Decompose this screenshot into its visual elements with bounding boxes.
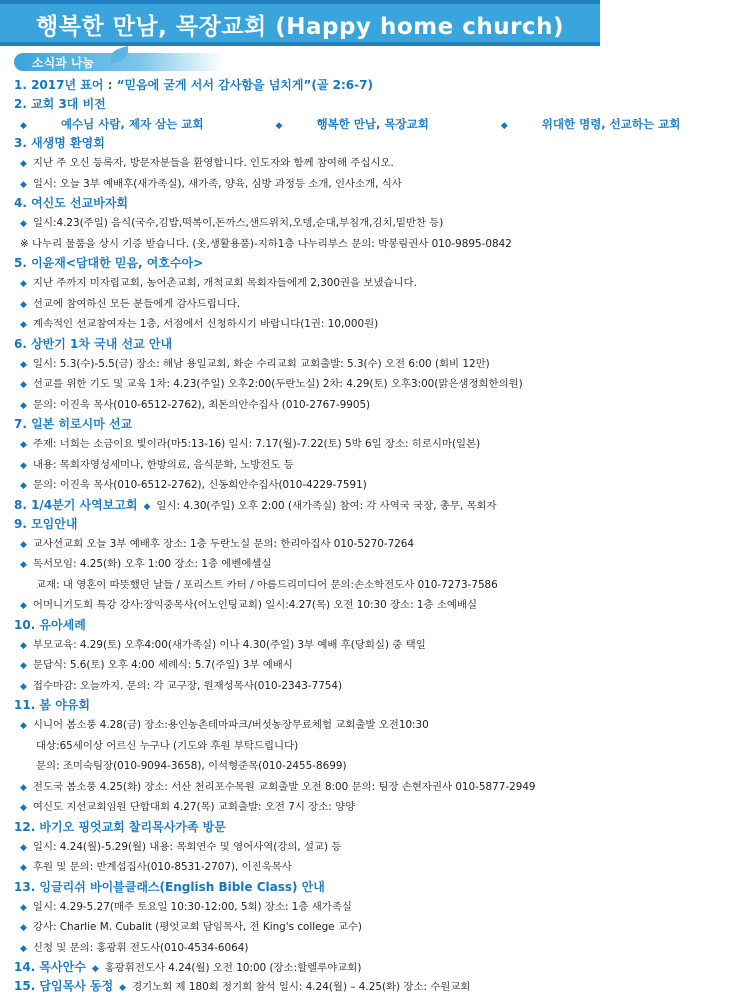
item-text: 시니어 봄소풍 4.28(금) 장소:용인농촌테마파크/버섯농장무료체험 교회출발 오전10:30 [32,719,429,731]
diamond-icon: ◆ [20,803,27,813]
list-item [14,395,600,416]
item-text: 문의: 조미숙팀장(010-9094-3658), 이석형준목(010-2455-8699) [36,760,347,772]
item-15 [14,977,600,996]
list-item [14,777,600,798]
diamond-icon: ◆ [20,440,27,450]
diamond-icon: ◆ [20,400,27,411]
diamond-icon: ◆ [20,842,27,853]
item-title: 6. 상반기 1차 국내 선교 안내 [14,336,173,351]
item-9 [14,515,600,616]
item-2 [14,95,681,134]
list-item [14,213,600,234]
item-1 [14,76,600,95]
list-item [14,938,600,959]
item-title: 2. 교회 3대 비전 [14,97,106,111]
diamond-icon: ◆ [20,121,27,131]
vision-2: 행복한 만남, 목장교회 [316,117,429,131]
item-text: 일시: 4.29-5.27(매주 토요일 10:30-12:00, 5회) 장소: 1층 새가족실 [32,900,352,913]
list-item [14,655,600,676]
item-title: 4. 여신도 선교바자회 [14,196,129,210]
item-text: 문의: 이진욱 목사(010-6512-2762), 최돈의안수집사 (010-2767-9905) [32,398,371,411]
banner-bottom-band [0,42,600,46]
diamond-icon: ◆ [20,159,27,169]
item-title: 12. 바기오 핑엇교회 찰리목사가족 방문 [14,819,226,834]
note-line [14,234,600,255]
item-text: 주제: 너희는 소금이요 빛이라(마5:13-16) 일시: 7.17(월)-7.22(토) 5박 6일 장소: 히로시마(일본) [32,438,481,450]
item-text: 접수마감: 오늘까지. 문의: 각 교구장, 원재성목사(010-2343-7754) [32,679,343,692]
list-item [14,554,600,575]
item-title-row [14,958,600,977]
diamond-icon: ◆ [91,964,99,974]
list-item [14,314,600,335]
item-text: 강사: Charlie M. Cubalit (평엇교회 담임목사, 전 King's college 교수) [32,921,362,933]
list-item [14,294,600,315]
header-banner [0,0,600,46]
item-text: 지난 주 오신 등록자, 방문자분들을 환영합니다. 인도자와 함께 참여해 주십시오. [32,157,394,169]
item-title: 14. 목사안수 [14,960,86,974]
list-item [14,475,600,496]
item-text: 교사선교회 오늘 3부 예배후 장소: 1층 두란노실 문의: 한리아집사 010-5270-7264 [32,537,415,550]
item-title: 9. 모임안내 [14,516,78,531]
diamond-icon: ◆ [20,902,27,913]
diamond-icon: ◆ [20,460,27,471]
list-item [14,676,600,697]
banner-top-band [0,0,600,4]
diamond-icon: ◆ [20,943,27,954]
diamond-icon: ◆ [20,681,27,692]
item-text: 선교를 위한 기도 및 교육 1차: 4.23(주일) 오후2:00(두란노실) 2차: 4.29(토) 오후3:00(맑은샘정희한의원) [32,378,523,390]
item-13 [14,878,600,959]
item-text: 지난 주까지 미자립교회, 농어촌교회, 개척교회 목회자들에게 2,300권을 보냈습니다. [32,277,417,289]
list-item [14,837,600,858]
item-text: 어머니기도회 특강 강사:장익중목사(어노인팅교회) 일시:4.27(목) 오전 10:30 장소: 1층 소예배실 [32,599,477,611]
list-item [14,534,600,555]
item-title: 11. 봄 야유회 [14,698,90,712]
diamond-icon: ◆ [20,219,27,229]
item-3 [14,134,600,194]
item-text: 문의: 이진욱 목사(010-6512-2762), 신동희안수집사(010-4229-7591) [32,479,367,491]
diamond-icon: ◆ [20,380,27,390]
item-text: 전도국 봄소풍 4.25(화) 장소: 서산 천리포수목원 교회출발 오전 8:00 문의: 팀장 손현자권사 010-5877-2949 [32,780,536,793]
list-item [14,434,600,455]
item-7 [14,415,600,496]
item-text: 문답식: 5.6(토) 오후 4:00 세례식: 5.7(주일) 3부 예배시 [32,659,293,671]
item-title: 8. 1/4분기 사역보고회 [14,497,138,512]
diamond-icon: ◆ [20,560,27,570]
item-text: 내용: 목회자영성세미나, 한방의료, 음식문화, 노방전도 등 [32,458,294,471]
item-text: 일시: 오늘 3부 예배후(새가족실), 새가족, 양육, 심방 과정등 소개, 인사소개, 식사 [32,177,402,190]
item-title: 5. 이윤재<담대한 믿음, 여호수아> [14,256,204,270]
item-title-row [14,496,600,515]
diamond-icon: ◆ [20,279,27,289]
item-text: 교재: 내 영혼이 따뜻했던 날들 / 포리스트 카터 / 아름드리미디어 문의:손소학전도사 010-7273-7586 [36,578,498,591]
list-item [14,273,600,294]
item-text: 일시: 4.24(월)-5.29(월) 내용: 목회연수 및 영어사역(강의, 설교) 등 [32,840,342,853]
item-text: 홍광휘전도사 4.24(월) 오전 10:00 (장소:할렐루야교회) [104,962,362,974]
sub-line [14,756,600,777]
item-text: 계속적인 선교참여자는 1층, 서점에서 신청하시기 바랍니다(1권: 10,000원) [32,318,379,330]
list-item [14,174,600,195]
diamond-icon: ◆ [20,601,27,611]
list-item [14,354,600,375]
item-title: 15. 담임목사 동정 [14,979,114,993]
list-item [14,715,600,736]
item-5 [14,254,600,335]
list-item [14,153,600,174]
sub-line [14,575,600,596]
item-8 [14,496,600,515]
list-item [14,797,600,818]
list-item [14,455,600,476]
diamond-icon: ◆ [500,121,508,131]
diamond-icon: ◆ [20,661,27,671]
news-list [0,76,681,996]
vision-1: 예수님 사람, 제자 삼는 교회 [60,117,204,131]
diamond-icon: ◆ [143,501,151,512]
diamond-icon: ◆ [20,299,27,310]
section-tag-label: 소식과 나눔 [32,56,95,70]
vision-row [14,114,681,134]
list-item [14,374,600,395]
item-text: 대상:65세이상 어르신 누구나 (기도와 후원 부탁드립니다) [36,739,299,752]
diamond-icon: ◆ [275,121,283,131]
diamond-icon: ◆ [20,640,27,651]
item-14 [14,958,600,977]
diamond-icon: ◆ [20,782,27,793]
diamond-icon: ◆ [20,359,27,370]
diamond-icon: ◆ [119,983,127,993]
diamond-icon: ◆ [20,539,27,550]
item-text: 신청 및 문의: 홍광휘 전도사(010-4534-6064) [32,941,249,954]
list-item [14,917,600,938]
item-text: 여신도 지선교회임원 단합대회 4.27(목) 교회출발: 오전 7시 장소: 양양 [32,801,356,813]
item-text: 일시:4.23(주일) 음식(국수,김밥,떡복이,돈까스,샌드위치,오뎅,순대,부침개,김치,밑반찬 등) [32,217,444,229]
item-4 [14,194,600,254]
item-10 [14,616,600,697]
diamond-icon: ◆ [20,863,27,873]
section-tag [14,53,224,71]
list-item [14,635,600,656]
sub-line [14,736,600,757]
vision-3: 위대한 명령, 선교하는 교회 [541,117,681,131]
item-text: 선교에 참여하신 모든 분들에게 감사드립니다. [32,297,241,310]
list-item [14,595,600,616]
item-text: 후원 및 문의: 반계섭집사(010-8531-2707), 이진욱목사 [32,861,292,873]
item-12 [14,818,600,878]
section-tag-wrap [0,50,600,76]
item-title: 3. 새생명 환영회 [14,136,105,150]
item-6 [14,335,600,416]
diamond-icon: ◆ [20,721,27,731]
item-title: 13. 잉글리쉬 바이블클래스(English Bible Class) 안내 [14,879,325,894]
list-item [14,897,600,918]
item-text: 경기노회 제 180회 정기회 참석 일시: 4.24(월) – 4.25(화) 장소: 수원교회 [132,981,471,993]
item-text: 부모교육: 4.29(토) 오후4:00(새가족실) 이나 4.30(주일) 3부 예배 후(당회실) 중 택일 [32,638,426,651]
list-item [14,857,600,878]
item-title-row [14,977,600,996]
diamond-icon: ◆ [20,481,27,491]
item-11 [14,696,600,818]
item-title: 7. 일본 히로시마 선교 [14,417,133,431]
item-text: 일시: 5.3(수)-5.5(금) 장소: 해남 용일교회, 화순 수리교회 교회출발: 5.3(수) 오전 6:00 (회비 12만) [32,357,490,370]
item-text: 일시: 4.30(주일) 오후 2:00 (새가족실) 참여: 각 사역국 국장, 총무, 목회자 [156,499,497,512]
page-title: 행복한 만남, 목장교회 (Happy home church) [36,14,564,40]
diamond-icon: ◆ [20,923,27,933]
leaf-icon [107,46,132,64]
item-text: ※ 나누리 물품을 상시 기증 받습니다. (옷,생활용품)-지하1층 나누리부스 문의: 박봉림권사 010-9895-0842 [20,237,512,250]
diamond-icon: ◆ [20,179,27,190]
diamond-icon: ◆ [20,320,27,330]
item-title: 1. 2017년 표어 : “믿음에 굳게 서서 감사함을 넘치게”(골 2:6-7) [14,78,373,92]
item-title: 10. 유아세례 [14,617,86,632]
item-text: 독서모임: 4.25(화) 오후 1:00 장소: 1층 에벤에셀실 [32,558,272,570]
